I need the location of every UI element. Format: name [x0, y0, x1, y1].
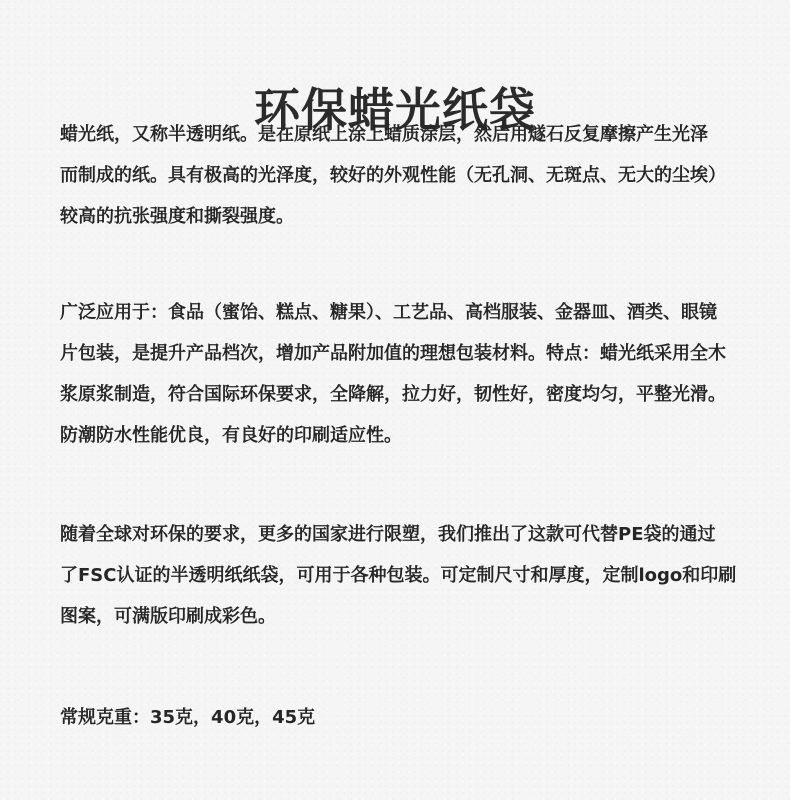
applications-paragraph: [60, 292, 760, 456]
text-line: 随着全球对环保的要求，更多的国家进行限塑，我们推出了这款可代替PE袋的通过: [60, 524, 716, 545]
page-title: 环保蜡光纸袋: [254, 82, 536, 137]
text-line: 浆原浆制造，符合国际环保要求，全降解，拉力好，韧性好，密度均匀，平整光滑。: [60, 384, 726, 405]
weight-paragraph: [60, 697, 760, 738]
text-line: 较高的抗张强度和撕裂强度。: [60, 206, 294, 227]
description-paragraph: [60, 114, 760, 237]
text-line: 防潮防水性能优良，有良好的印刷适应性。: [60, 425, 402, 446]
text-line: 了FSC认证的半透明纸纸袋，可用于各种包装。可定制尺寸和厚度，定制logo和印刷: [60, 565, 737, 586]
environmental-paragraph: [60, 514, 760, 637]
text-line: 而制成的纸。具有极高的光泽度，较好的外观性能（无孔洞、无斑点、无大的尘埃）: [60, 165, 726, 186]
text-line: 常规克重：35克，40克，45克: [60, 707, 316, 728]
text-line: 图案，可满版印刷成彩色。: [60, 606, 276, 627]
text-line: 蜡光纸，又称半透明纸。是在原纸上涂上蜡质涂层，然后用燧石反复摩擦产生光泽: [60, 124, 708, 145]
text-line: 广泛应用于：食品（蜜饴、糕点、糖果）、工艺品、高档服装、金器皿、酒类、眼镜: [60, 302, 717, 323]
text-line: 片包装，是提升产品档次，增加产品附加值的理想包装材料。特点：蜡光纸采用全木: [60, 343, 726, 364]
